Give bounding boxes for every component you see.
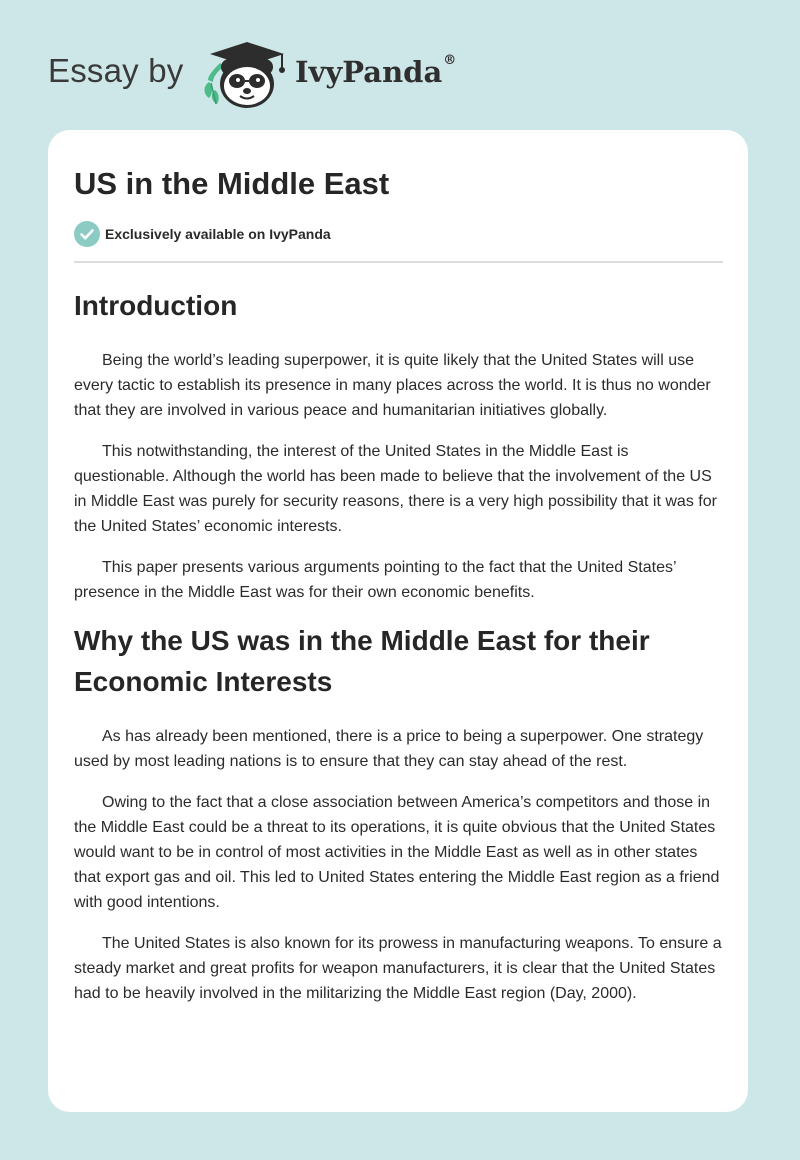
title-divider <box>74 261 723 263</box>
exclusive-badge-text: Exclusively available on IvyPanda <box>105 226 331 242</box>
brand-name-text: IvyPanda <box>295 55 443 89</box>
section-heading-economic-interests: Why the US was in the Middle East for their Economic Interests <box>74 625 650 697</box>
paragraph: Owing to the fact that a close association between America’s competitors and those in the Middle East could be a threat to its operations, it is quite obvious that the United States would want to be in control of most activities in the Middle East as well as in other states that export gas and oil. This led to United States entering the Middle East region as a friend with good intentions. <box>74 794 720 911</box>
essay-title: US in the Middle East <box>74 166 390 201</box>
check-circle-icon <box>74 221 100 247</box>
paragraph: Being the world’s leading superpower, it is quite likely that the United States will use every tactic to establish its presence in many places across the world. It is thus no wonder that they are involved in various peace and humanitarian initiatives globally. <box>74 352 711 419</box>
registered-mark: ® <box>443 53 457 68</box>
paragraph: The United States is also known for its prowess in manufacturing weapons. To ensure a steady market and great profits for weapon manufacturers, it is clear that the United States had to be heavily involved in the militarizing the Middle East region (Day, 2000). <box>74 935 722 1002</box>
paragraph: As has already been mentioned, there is a price to being a superpower. One strategy used by most leading nations is to ensure that they can stay ahead of the rest. <box>74 728 704 770</box>
essay-card <box>48 130 748 1112</box>
brand-name[interactable] <box>295 55 456 89</box>
brand-prefix: Essay by <box>48 52 184 89</box>
paragraph: This notwithstanding, the interest of the United States in the Middle East is questionable. Although the world has been made to believe that the involvement of the US in Middle East was purely for security reasons, there is a very high possibility that it was for the United States’ economic interests. <box>74 443 717 535</box>
paragraph: This paper presents various arguments pointing to the fact that the United States’ presence in the Middle East was for their own economic benefits. <box>74 559 676 601</box>
panda-logo-icon[interactable] <box>200 38 292 110</box>
brand-header <box>48 38 468 110</box>
essay-body <box>74 285 724 1006</box>
section-heading-introduction: Introduction <box>74 290 238 321</box>
exclusive-badge <box>74 221 331 247</box>
